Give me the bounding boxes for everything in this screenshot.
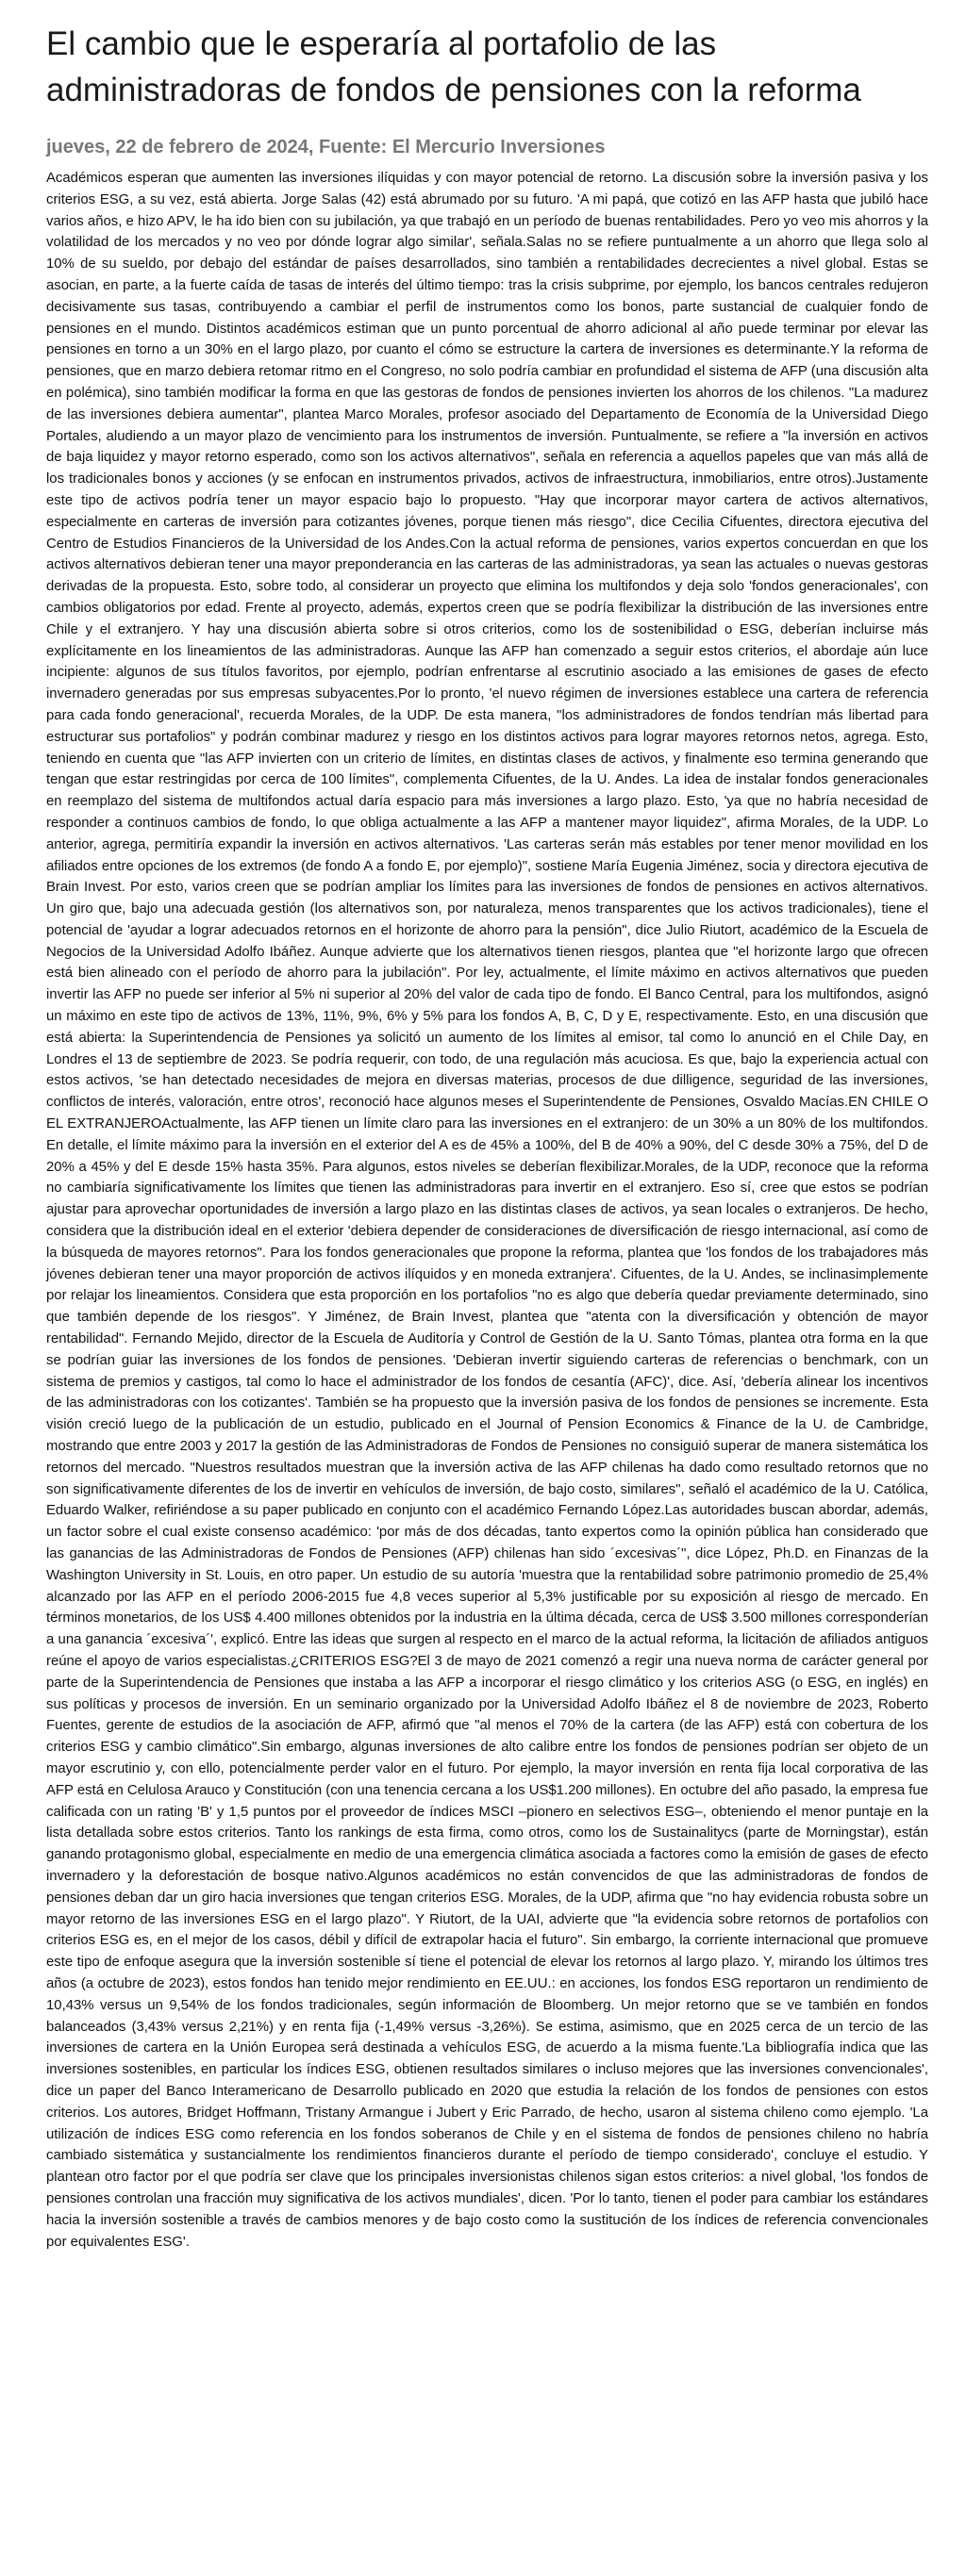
article-meta: jueves, 22 de febrero de 2024, Fuente: El Mercurio Inversiones (46, 137, 606, 157)
article-title: El cambio que le esperaría al portafolio de las administradoras de fondos de pensiones con la reforma (46, 25, 861, 108)
article-body: Académicos esperan que aumenten las inversiones ilíquidas y con mayor potencial de retorno. La discusión sobre la inversión pasiva y los criterios ESG, a su vez, está abierta. Jorge Salas (42) está abrumado por su futuro. 'A mi papá, que cotizó en las AFP hasta que jubiló hace varios años, e hizo APV, le ha ido bien con su jubilación, ya que trabajó en un período de buenas rentabilidades. Pero yo veo mis ahorros y la volatilidad de los mercados y no veo por dónde lograr algo similar', señala.Salas no se refiere puntualmente a un ahorro que llega solo al 10% de su sueldo, por debajo del estándar de países desarrollados, sino también a rentabilidades decrecientes a nivel global. Estas se asocian, en parte, a la fuerte caída de tasas de interés del último tiempo: tras la crisis subprime, por ejemplo, los bancos centrales redujeron decisivamente sus tasas, contribuyendo a cambiar el perfil de instrumentos como los bonos, parte sustancial de cualquier fondo de pensiones en el mundo. Distintos académicos estiman que un punto porcentual de ahorro adicional al año puede terminar por elevar las pensiones en torno a un 30% en el largo plazo, por cuanto el cómo se estructure la cartera de inversiones es determinante.Y la reforma de pensiones, que en marzo debiera retomar ritmo en el Congreso, no solo podría cambiar en profundidad el sistema de AFP (una discusión alta en polémica), sino también modificar la forma en que las gestoras de fondos de pensiones invierten los ahorros de los chilenos. "La madurez de las inversiones debiera aumentar", plantea Marco Morales, profesor asociado del Departamento de Economía de la Universidad Diego Portales, aludiendo a un mayor plazo de vencimiento para los instrumentos de inversión. Puntualmente, se refiere a "la inversión en activos de baja liquidez y mayor retorno esperado, como son los activos alternativos", señala en referencia a aquellos papeles que van más allá de los tradicionales bonos y acciones (y se enfocan en instrumentos privados, activos de infraestructura, inmobiliarios, entre otros).Justamente este tipo de activos podría tener un mayor espacio bajo lo propuesto. "Hay que incorporar mayor cartera de activos alternativos, especialmente en carteras de inversión para cotizantes jóvenes, porque tienen más riesgo", dice Cecilia Cifuentes, directora ejecutiva del Centro de Estudios Financieros de la Universidad de los Andes.Con la actual reforma de pensiones, varios expertos concuerdan en que los activos alternativos debieran tener una mayor preponderancia en las carteras de las administradoras, ya sean las actuales o nuevas gestoras derivadas de la propuesta. Esto, sobre todo, al considerar un proyecto que elimina los multifondos y deja solo 'fondos generacionales', con cambios obligatorios por edad. Frente al proyecto, además, expertos creen que se podría flexibilizar la distribución de las inversiones entre Chile y el extranjero. Y hay una discusión abierta sobre si otros criterios, como los de sostenibilidad o ESG, deberían incluirse más explícitamente en los lineamientos de las administradoras. Aunque las AFP han comenzado a seguir estos criterios, el abordaje aún luce incipiente: algunos de sus títulos favoritos, por ejemplo, podrían enfrentarse al escrutinio asociado a las emisiones de gases de efecto invernadero generadas por sus empresas subyacentes.Por lo pronto, 'el nuevo régimen de inversiones establece una cartera de referencia para cada fondo generacional', recuerda Morales, de la UDP. De esta manera, "los administradores de fondos tendrían más libertad para estructurar sus portafolios" y podrán combinar madurez y riesgo en los distintos activos para lograr mayores retornos netos, agrega. Esto, teniendo en cuenta que "las AFP invierten con un criterio de límites, en distintas clases de activos, y finalmente eso termina generando que tengan que estar restringidas por cerca de 100 límites", complementa Cifuentes, de la U. Andes. La idea de instalar fondos generacionales en reemplazo del sistema de multifondos actual daría espacio para más inversiones a largo plazo. Esto, 'ya que no habría necesidad de responder a continuos cambios de fondo, lo que obliga actualmente a las AFP a mantener mayor liquidez", afirma Morales, de la UDP. Lo anterior, agrega, permitiría expandir la inversión en activos alternativos. 'Las carteras serán más estables por tener menor movilidad en los afiliados entre opciones de los extremos (de fondo A a fondo E, por ejemplo)", sostiene María Eugenia Jiménez, socia y directora ejecutiva de Brain Invest. Por esto, varios creen que se podrían ampliar los límites para las inversiones de fondos de pensiones en activos alternativos. Un giro que, bajo una adecuada gestión (los alternativos son, por naturaleza, menos transparentes que los activos tradicionales), tiene el potencial de 'ayudar a lograr adecuados retornos en el horizonte de ahorro para la pensión", dice Julio Riutort, académico de la Escuela de Negocios de la Universidad Adolfo Ibáñez. Aunque advierte que los alternativos tienen riesgos, plantea que "el horizonte largo que ofrecen está bien alineado con el período de ahorro para la jubilación". Por ley, actualmente, el límite máximo en activos alternativos que pueden invertir las AFP no puede ser inferior al 5% ni superior al 20% del valor de cada tipo de fondo. El Banco Central, para los multifondos, asignó un máximo en este tipo de activos de 13%, 11%, 9%, 6% y 5% para los fondos A, B, C, D y E, respectivamente. Esto, en una discusión que está abierta: la Superintendencia de Pensiones ya solicitó un aumento de los límites al emisor, tal como lo anunció en el Chile Day, en Londres el 13 de septiembre de 2023. Se podría requerir, con todo, de una regulación más acuciosa. Es que, bajo la experiencia actual con estos activos, 'se han detectado necesidades de mejora en diversas materias, procesos de due dilligence, seguridad de las inversiones, conflictos de interés, valoración, entre otros', reconoció hace algunos meses el Superintendente de Pensiones, Osvaldo Macías.EN CHILE O EL EXTRANJEROActualmente, las AFP tienen un límite claro para las inversiones en el extranjero: de un 30% a un 80% de los multifondos. En detalle, el límite máximo para la inversión en el exterior del A es de 45% a 100%, del B de 40% a 90%, del C desde 30% a 75%, del D de 20% a 45% y del E desde 15% hasta 35%. Para algunos, estos niveles se deberían flexibilizar.Morales, de la UDP, reconoce que la reforma no cambiaría significativamente los límites que tienen las administradoras para invertir en el extranjero. Eso sí, cree que estos se podrían ajustar para aprovechar oportunidades de inversión a largo plazo en las distintas clases de activos, ya sean locales o extranjeros. De hecho, considera que la distribución ideal en el exterior 'debiera depender de consideraciones de diversificación de riesgo internacional, así como de la búsqueda de mayores retornos". Para los fondos generacionales que propone la reforma, plantea que 'los fondos de los trabajadores más jóvenes debieran tener una mayor proporción de activos ilíquidos y en moneda extranjera'. Cifuentes, de la U. Andes, se inclinasimplemente por relajar los lineamientos. Considera que esta proporción en los portafolios "no es algo que debería quedar previamente determinado, sino que también depende de los riesgos". Y Jiménez, de Brain Invest, plantea que "atenta con la diversificación y obtención de mayor rentabilidad". Fernando Mejido, director de la Escuela de Auditoría y Control de Gestión de la U. Santo Tómas, plantea otra forma en la que se podrían guiar las inversiones de los fondos de pensiones. 'Debieran invertir siguiendo carteras de referencias o benchmark, con un sistema de premios y castigos, tal como lo hace el administrador de los fondos de cesantía (AFC)', dice. Así, 'debería alinear los incentivos de las administradoras con los cotizantes'. También se ha propuesto que la inversión pasiva de los fondos de pensiones se incremente. Esta visión creció luego de la publicación de un estudio, publicado en el Journal of Pension Economics & Finance de la U. de Cambridge, mostrando que entre 2003 y 2017 la gestión de las Administradoras de Fondos de Pensiones no consiguió superar de manera sistemática los retornos del mercado. "Nuestros resultados muestran que la inversión activa de las AFP chilenas ha dado como resultado retornos que no son significativamente diferentes de los de invertir en vehículos de inversión, de bajo costo, similares", señaló el académico de la U. Católica, Eduardo Walker, refiriéndose a su paper publicado en conjunto con el académico Fernando López.Las autoridades buscan abordar, además, un factor sobre el cual existe consenso académico: 'por más de dos décadas, tanto expertos como la opinión pública han considerado que las ganancias de las Administradoras de Fondos de Pensiones (AFP) chilenas han sido ´excesivas´", dice López, Ph.D. en Finanzas de la Washington University in St. Louis, en otro paper. Un estudio de su autoría 'muestra que la rentabilidad sobre patrimonio promedio de 25,4% alcanzado por las AFP en el período 2006-2015 fue 4,8 veces superior al 5,3% justificable por su exposición al riesgo de mercado. En términos monetarios, de los US$ 4.400 millones obtenidos por la industria en la última década, cerca de US$ 3.500 millones corresponderían a una ganancia ´excesiva´', explicó. Entre las ideas que surgen al respecto en el marco de la actual reforma, la licitación de afiliados antiguos reúne el apoyo de varios especialistas.¿CRITERIOS ESG?El 3 de mayo de 2021 comenzó a regir una nueva norma de carácter general por parte de la Superintendencia de Pensiones que instaba a las AFP a incorporar el riesgo climático y los criterios ASG (o ESG, en inglés) en sus políticas y procesos de inversión. En un seminario organizado por la Universidad Adolfo Ibáñez el 8 de noviembre de 2023, Roberto Fuentes, gerente de estudios de la asociación de AFP, afirmó que "al menos el 70% de la cartera (de las AFP) está con cobertura de los criterios ESG y cambio climático".Sin embargo, algunas inversiones de alto calibre entre los fondos de pensiones podrían ser objeto de un mayor escrutinio y, con ello, potencialmente perder valor en el futuro. Por ejemplo, la mayor inversión en renta fija local corporativa de las AFP está en Celulosa Arauco y Constitución (con una tenencia cercana a los US$1.200 millones). En octubre del año pasado, la empresa fue calificada con un rating 'B' y 1,5 puntos por el proveedor de índices MSCI –pionero en selectivos ESG–, obteniendo el menor puntaje en la lista detallada sobre estos criterios. Tanto los rankings de esta firma, como otros, como los de Sustainalitycs (parte de Morningstar), están ganando protagonismo global, especialmente en medio de una emergencia climática asociada a factores como la emisión de gases de efecto invernadero y la deforestación de bosque nativo.Algunos académicos no están convencidos de que las administradoras de fondos de pensiones deban dar un giro hacia inversiones que tengan criterios ESG. Morales, de la UDP, afirma que "no hay evidencia robusta sobre un mayor retorno de las inversiones ESG en el largo plazo". Y Riutort, de la UAI, advierte que "la evidencia sobre retornos de portafolios con criterios ESG es, en el mejor de los casos, débil y difícil de extrapolar hacia el futuro". Sin embargo, la corriente internacional que promueve este tipo de enfoque asegura que la inversión sostenible sí tiene el potencial de elevar los retornos al largo plazo. Y, mirando los últimos tres años (a octubre de 2023), estos fondos han tenido mejor rendimiento en EE.UU.: en acciones, los fondos ESG reportaron un rendimiento de 10,43% versus un 9,54% de los fondos tradicionales, según información de Bloomberg. Un mejor retorno que se ve también en fondos balanceados (3,43% versus 2,21%) y en renta fija (-1,49% versus -3,26%). Se estima, asimismo, que en 2025 cerca de un tercio de las inversiones de cartera en la Unión Europea será destinada a vehículos ESG, de acuerdo a la misma fuente.'La bibliografía indica que las inversiones sostenibles, en particular los índices ESG, obtienen resultados similares o incluso mejores que las inversiones convencionales', dice un paper del Banco Interamericano de Desarrollo publicado en 2020 que estudia la relación de los fondos de pensiones con estos criterios. Los autores, Bridget Hoffmann, Tristany Armangue i Jubert y Eric Parrado, de hecho, usaron al sistema chileno como ejemplo. 'La utilización de índices ESG como referencia en los fondos soberanos de Chile y en el sistema de fondos de pensiones chileno no habría cambiado sistemática y sustancialmente los rendimientos financieros durante el período de tiempo considerado', concluye el estudio. Y plantean otro factor por el que podría ser clave que los principales inversionistas chilenos sigan estos criterios: a nivel global, 'los fondos de pensiones controlan una fracción muy significativa de los activos mundiales', dicen. 'Por lo tanto, tienen el poder para cambiar los estándares hacia la inversión sostenible a través de cambios menores y de bajo costo como la sustitución de los índices de referencia convencionales por equivalentes ESG'. (46, 171, 928, 2250)
